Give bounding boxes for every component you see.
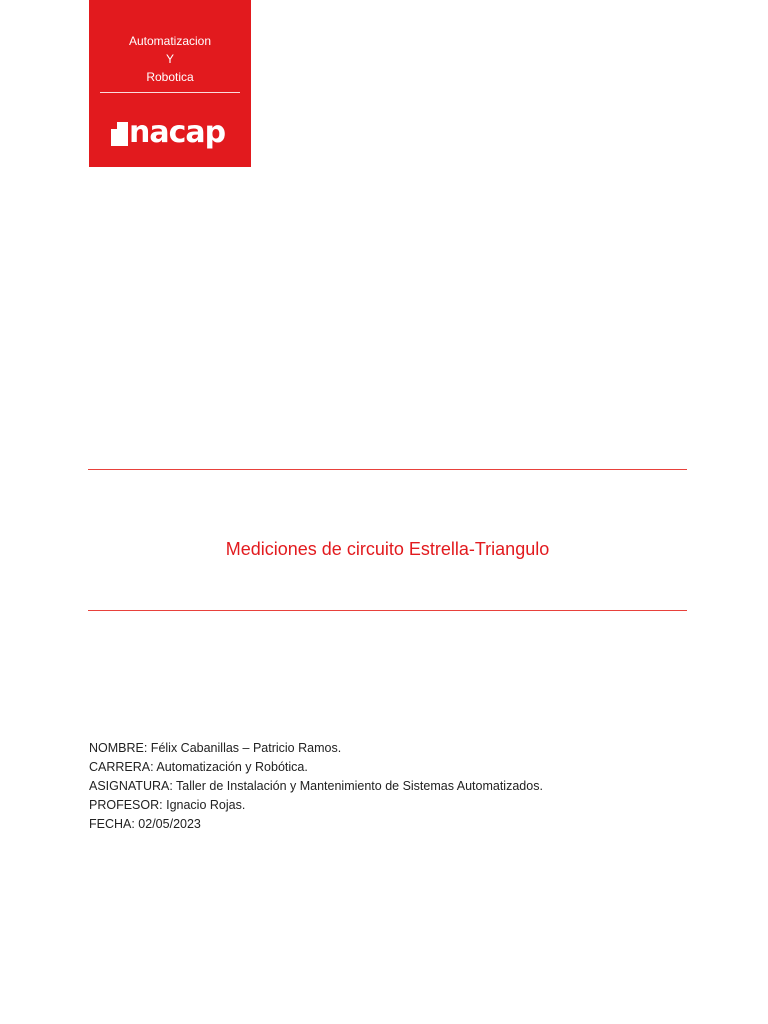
student-info-block (89, 739, 543, 834)
title-bottom-rule (88, 610, 687, 611)
logo-wordmark: nacap (129, 115, 226, 150)
department-line-3: Robotica (146, 70, 194, 84)
info-asignatura: ASIGNATURA: Taller de Instalación y Mantenimiento de Sistemas Automatizados. (89, 779, 543, 793)
info-nombre: NOMBRE: Félix Cabanillas – Patricio Ramos. (89, 741, 342, 755)
document-title: Mediciones de circuito Estrella-Triangulo (225, 539, 550, 559)
info-profesor: PROFESOR: Ignacio Rojas. (89, 798, 246, 812)
inacap-logo (111, 110, 225, 150)
brand-divider (100, 92, 240, 93)
info-carrera: CARRERA: Automatización y Robótica. (89, 760, 308, 774)
brand-header-box (89, 0, 251, 167)
department-line-1: Automatizacion (128, 34, 212, 48)
info-fecha: FECHA: 02/05/2023 (89, 817, 201, 831)
title-top-rule (88, 469, 687, 470)
department-line-2: Y (165, 52, 174, 66)
department-name (89, 32, 251, 86)
inacap-logo-mark-icon (111, 122, 128, 146)
